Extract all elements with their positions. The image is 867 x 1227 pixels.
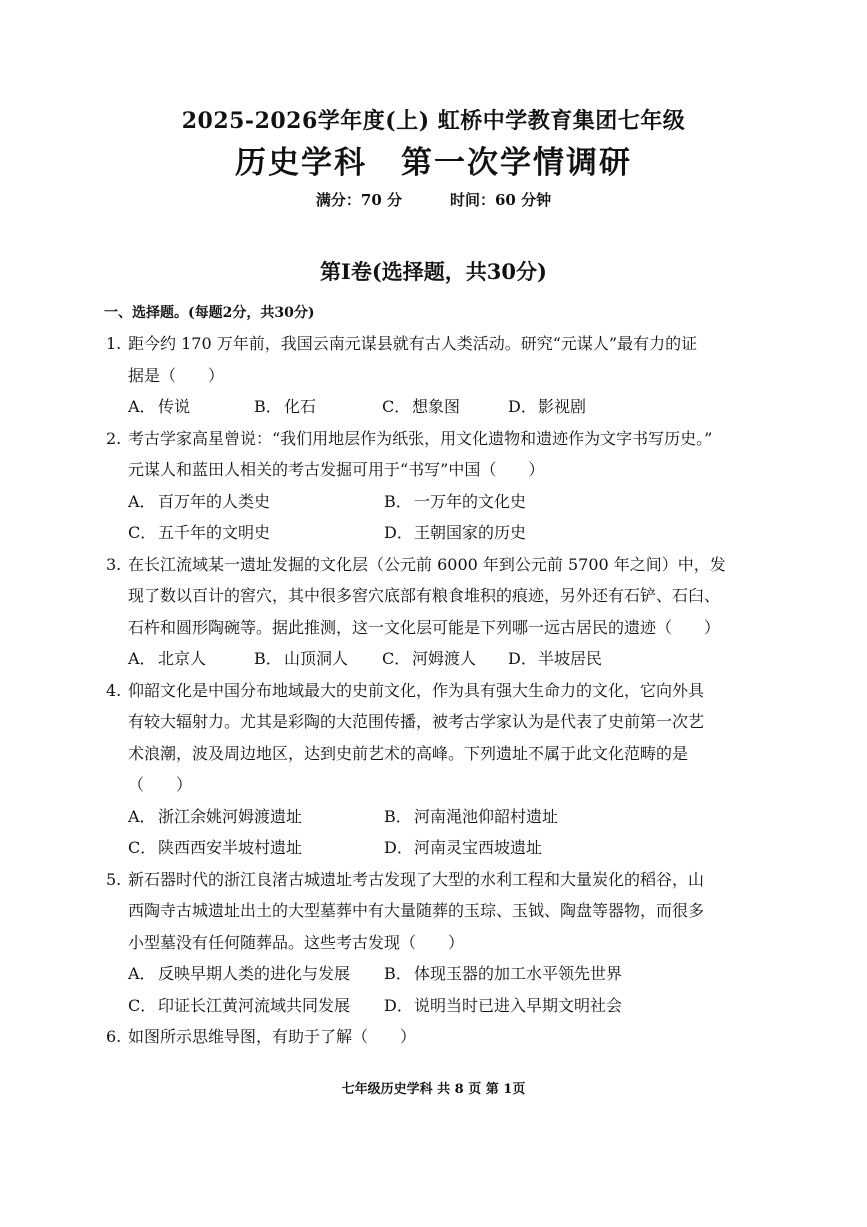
option-d[interactable]: D．王朝国家的历史 bbox=[384, 523, 527, 542]
full-score: 满分：70 分 bbox=[315, 191, 402, 209]
question-list bbox=[106, 328, 726, 1053]
question-4 bbox=[106, 675, 726, 864]
option-c[interactable]: C． 河姆渡人 bbox=[382, 649, 477, 668]
question-number: 4. bbox=[106, 680, 122, 700]
option-c[interactable]: C． 五千年的文明史 bbox=[128, 523, 271, 542]
option-a[interactable]: A． 百万年的人类史 bbox=[128, 491, 271, 511]
exam-name: 第一次学情调研 bbox=[401, 145, 632, 181]
question-1 bbox=[106, 328, 726, 423]
option-d[interactable]: D．河南灵宝西坡遗址 bbox=[384, 838, 543, 857]
part-title: 第Ⅰ卷(选择题，共30分) bbox=[320, 259, 547, 284]
question-text: 元谋人和蓝田人相关的考古发掘可用于“书写”中国（ ） bbox=[128, 460, 545, 479]
question-text: 现了数以百计的窖穴，其中很多窖穴底部有粮食堆积的痕迹，另外还有石铲、石臼、 bbox=[128, 586, 721, 605]
question-number: 6. bbox=[106, 1027, 122, 1046]
option-a[interactable]: A． 浙江余姚河姆渡遗址 bbox=[128, 806, 303, 826]
question-5 bbox=[106, 864, 726, 1022]
option-row bbox=[106, 958, 726, 990]
question-text: 据是（ ） bbox=[128, 365, 225, 385]
option-a[interactable]: A． 北京人 bbox=[128, 649, 207, 668]
option-c[interactable]: C． 想象图 bbox=[382, 397, 461, 416]
option-row bbox=[106, 517, 726, 549]
question-number: 1. bbox=[106, 334, 122, 353]
question-text: （ ） bbox=[128, 775, 193, 794]
option-b[interactable]: B． 河南渑池仰韶村遗址 bbox=[384, 806, 559, 826]
question-6 bbox=[106, 1021, 726, 1053]
option-d[interactable]: D．说明当时已进入早期文明社会 bbox=[384, 995, 623, 1015]
question-text: 西陶寺古城遗址出土的大型墓葬中有大量随葬的玉琮、玉钺、陶盘等器物，而很多 bbox=[128, 901, 705, 920]
option-row bbox=[106, 832, 726, 864]
question-3 bbox=[106, 549, 726, 675]
option-row bbox=[106, 801, 726, 833]
option-b[interactable]: B． 山顶洞人 bbox=[254, 649, 349, 668]
question-text: 距今约 170 万年前，我国云南元谋县就有古人类活动。研究“元谋人”最有力的证 bbox=[128, 334, 698, 353]
option-c[interactable]: C． 印证长江黄河流域共同发展 bbox=[128, 995, 351, 1015]
subject-title: 历史学科 bbox=[235, 145, 367, 181]
option-c[interactable]: C． 陕西西安半坡村遗址 bbox=[128, 838, 303, 857]
option-b[interactable]: B． 体现玉器的加工水平领先世界 bbox=[384, 964, 623, 983]
option-row bbox=[106, 990, 726, 1022]
question-text: 石杵和圆形陶碗等。据此推测，这一文化层可能是下列哪一远古居民的遗迹（ ） bbox=[128, 617, 721, 637]
question-text: 考古学家高星曾说：“我们用地层作为纸张，用文化遗物和遗迹作为文字书写历史。” bbox=[128, 428, 713, 448]
question-number: 2. bbox=[106, 428, 122, 448]
question-text: 新石器时代的浙江良渚古城遗址考古发现了大型的水利工程和大量炭化的稻谷，山 bbox=[128, 869, 705, 889]
option-a[interactable]: A． 传说 bbox=[128, 397, 191, 416]
option-d[interactable]: D．影视剧 bbox=[508, 397, 587, 416]
option-d[interactable]: D．半坡居民 bbox=[508, 649, 603, 668]
option-a[interactable]: A． 反映早期人类的进化与发展 bbox=[128, 964, 351, 983]
question-number: 5. bbox=[106, 869, 122, 889]
option-row bbox=[106, 486, 726, 518]
exam-title bbox=[0, 139, 867, 187]
question-text: 如图所示思维导图，有助于了解（ ） bbox=[128, 1027, 417, 1046]
option-b[interactable]: B． 化石 bbox=[254, 397, 317, 416]
section-title: 一、选择题。(每题2分，共30分) bbox=[104, 305, 315, 321]
question-text: 在长江流域某一遗址发掘的文化层（公元前 6000 年到公元前 5700 年之间）中，发 bbox=[128, 554, 726, 574]
option-row bbox=[106, 391, 726, 423]
question-text: 术浪潮，波及周边地区，达到史前艺术的高峰。下列遗址不属于此文化范畴的是 bbox=[128, 743, 689, 763]
question-text: 有较大辐射力。尤其是彩陶的大范围传播，被考古学家认为是代表了史前第一次艺 bbox=[128, 712, 705, 731]
question-text: 仰韶文化是中国分布地域最大的史前文化，作为具有强大生命力的文化，它向外具 bbox=[128, 680, 705, 700]
question-text: 小型墓没有任何随葬品。这些考古发现（ ） bbox=[128, 932, 465, 952]
exam-time: 时间：60 分钟 bbox=[450, 191, 552, 209]
exam-meta bbox=[0, 187, 867, 213]
question-2 bbox=[106, 423, 726, 549]
exam-header bbox=[0, 103, 867, 213]
option-b[interactable]: B． 一万年的文化史 bbox=[384, 491, 527, 511]
school-line: 2025-2026学年度(上) 虹桥中学教育集团七年级 bbox=[181, 108, 686, 134]
question-number: 3. bbox=[106, 554, 122, 574]
page-footer: 七年级历史学科 共 8 页 第 1页 bbox=[341, 1082, 526, 1097]
option-row bbox=[106, 643, 726, 675]
